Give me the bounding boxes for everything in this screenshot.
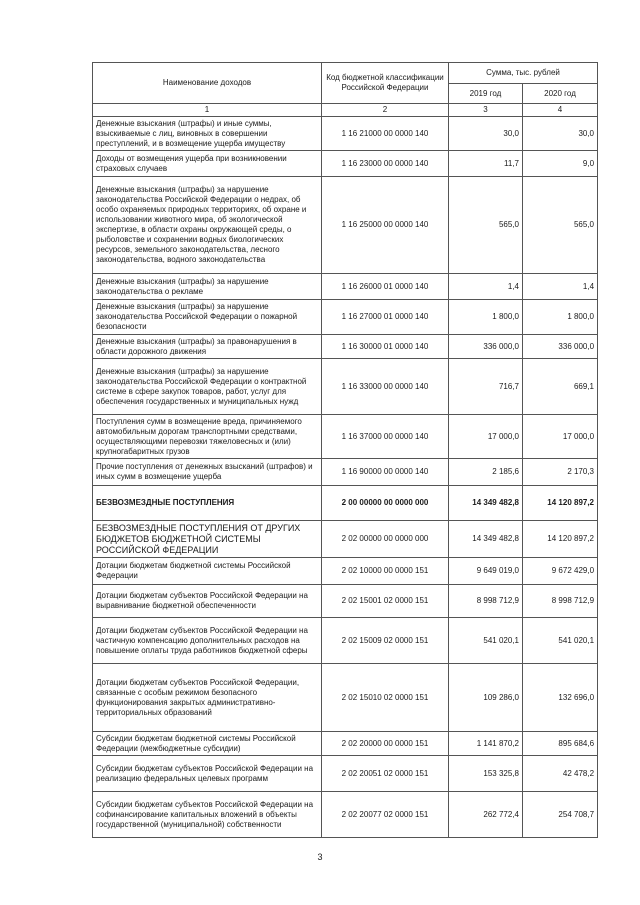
table-row xyxy=(93,521,598,558)
amount-2020: 8 998 712,9 xyxy=(523,585,598,618)
table-row xyxy=(93,585,598,618)
budget-code: 2 02 10000 00 0000 151 xyxy=(322,558,449,585)
column-number: 1 xyxy=(93,104,322,117)
amount-2020: 17 000,0 xyxy=(523,415,598,459)
header-code: Код бюджетной классификации Российской Федерации xyxy=(322,63,449,104)
amount-2019: 1 141 870,2 xyxy=(449,732,523,756)
table-row-total xyxy=(93,486,598,521)
income-name: Денежные взыскания (штрафы) за нарушение законодательства Российской Федерации о пожарной безопасности xyxy=(93,300,322,335)
amount-2020: 2 170,3 xyxy=(523,459,598,486)
amount-2020: 9,0 xyxy=(523,151,598,177)
column-number: 4 xyxy=(523,104,598,117)
budget-code: 2 02 20051 02 0000 151 xyxy=(322,756,449,792)
income-name: Дотации бюджетам субъектов Российской Федерации на частичную компенсацию дополнительных расходов на повышение оплаты труда работников бюджетной сферы xyxy=(93,618,322,664)
income-name: Поступления сумм в возмещение вреда, причиняемого автомобильным дорогам транспортными средствами, осуществляющими перевозки тяжеловесных и (или) крупногабаритных грузов xyxy=(93,415,322,459)
amount-2020: 1 800,0 xyxy=(523,300,598,335)
budget-code: 2 02 20077 02 0000 151 xyxy=(322,792,449,838)
amount-2019: 716,7 xyxy=(449,359,523,415)
budget-code: 1 16 27000 01 0000 140 xyxy=(322,300,449,335)
amount-2019: 17 000,0 xyxy=(449,415,523,459)
income-name: Дотации бюджетам субъектов Российской Федерации, связанные с особым режимом безопасного функционирования закрытых административно-территориальных образований xyxy=(93,664,322,732)
budget-code: 1 16 33000 00 0000 140 xyxy=(322,359,449,415)
table-row xyxy=(93,732,598,756)
table-row xyxy=(93,335,598,359)
amount-2020: 9 672 429,0 xyxy=(523,558,598,585)
income-name: Денежные взыскания (штрафы) за правонарушения в области дорожного движения xyxy=(93,335,322,359)
amount-2019: 8 998 712,9 xyxy=(449,585,523,618)
income-name: Денежные взыскания (штрафы) за нарушение законодательства о рекламе xyxy=(93,274,322,300)
amount-2019: 1,4 xyxy=(449,274,523,300)
budget-code: 2 02 15010 02 0000 151 xyxy=(322,664,449,732)
income-name: Денежные взыскания (штрафы) и иные суммы, взыскиваемые с лиц, виновных в совершении преступлений, и в возмещение ущерба имуществу xyxy=(93,117,322,151)
table-header-row xyxy=(93,63,598,84)
amount-2019: 9 649 019,0 xyxy=(449,558,523,585)
amount-2019: 30,0 xyxy=(449,117,523,151)
table-row xyxy=(93,151,598,177)
amount-2020: 565,0 xyxy=(523,177,598,274)
budget-code: 2 02 20000 00 0000 151 xyxy=(322,732,449,756)
budget-code: 1 16 37000 00 0000 140 xyxy=(322,415,449,459)
amount-2020: 254 708,7 xyxy=(523,792,598,838)
amount-2020: 895 684,6 xyxy=(523,732,598,756)
income-name: Доходы от возмещения ущерба при возникновении страховых случаев xyxy=(93,151,322,177)
budget-code: 2 02 15001 02 0000 151 xyxy=(322,585,449,618)
table-row xyxy=(93,117,598,151)
revenue-table xyxy=(92,62,598,838)
amount-2020: 132 696,0 xyxy=(523,664,598,732)
income-name: Дотации бюджетам субъектов Российской Федерации на выравнивание бюджетной обеспеченности xyxy=(93,585,322,618)
header-name: Наименование доходов xyxy=(93,63,322,104)
column-number: 2 xyxy=(322,104,449,117)
amount-2020: 669,1 xyxy=(523,359,598,415)
column-number-row xyxy=(93,104,598,117)
budget-code: 2 02 15009 02 0000 151 xyxy=(322,618,449,664)
budget-code: 1 16 26000 01 0000 140 xyxy=(322,274,449,300)
income-name: БЕЗВОЗМЕЗДНЫЕ ПОСТУПЛЕНИЯ ОТ ДРУГИХ БЮДЖЕТОВ БЮДЖЕТНОЙ СИСТЕМЫ РОССИЙСКОЙ ФЕДЕРАЦИИ xyxy=(93,521,322,558)
amount-2019: 1 800,0 xyxy=(449,300,523,335)
column-number: 3 xyxy=(449,104,523,117)
income-name: Субсидии бюджетам бюджетной системы Российской Федерации (межбюджетные субсидии) xyxy=(93,732,322,756)
amount-2019: 109 286,0 xyxy=(449,664,523,732)
budget-code: 1 16 90000 00 0000 140 xyxy=(322,459,449,486)
amount-2020: 30,0 xyxy=(523,117,598,151)
table-row xyxy=(93,459,598,486)
amount-2020: 42 478,2 xyxy=(523,756,598,792)
table-row xyxy=(93,177,598,274)
header-sum: Сумма, тыс. рублей xyxy=(449,63,598,84)
budget-code: 2 02 00000 00 0000 000 xyxy=(322,521,449,558)
income-name: Прочие поступления от денежных взысканий (штрафов) и иных сумм в возмещение ущерба xyxy=(93,459,322,486)
amount-2020: 14 120 897,2 xyxy=(523,486,598,521)
amount-2019: 336 000,0 xyxy=(449,335,523,359)
header-2020: 2020 год xyxy=(523,84,598,104)
income-name: Субсидии бюджетам субъектов Российской Федерации на реализацию федеральных целевых программ xyxy=(93,756,322,792)
income-name: Дотации бюджетам бюджетной системы Российской Федерации xyxy=(93,558,322,585)
table-row xyxy=(93,359,598,415)
table-row xyxy=(93,792,598,838)
income-name: Денежные взыскания (штрафы) за нарушение законодательства Российской Федерации о недрах, об особо охраняемых природных территориях, об охране и использовании животного мира, об экологической экспертизе, в области охраны окружающей среды, о рыболовстве и сохранении водных биологических ресурсов, земельного законодательства, лесного законодательства, водного законодательства xyxy=(93,177,322,274)
page-number: 3 xyxy=(317,852,323,862)
table-row xyxy=(93,274,598,300)
amount-2020: 541 020,1 xyxy=(523,618,598,664)
table-row xyxy=(93,300,598,335)
header-2019: 2019 год xyxy=(449,84,523,104)
budget-code: 1 16 25000 00 0000 140 xyxy=(322,177,449,274)
table-row xyxy=(93,558,598,585)
budget-code: 1 16 30000 01 0000 140 xyxy=(322,335,449,359)
amount-2019: 541 020,1 xyxy=(449,618,523,664)
amount-2019: 565,0 xyxy=(449,177,523,274)
table-row xyxy=(93,415,598,459)
amount-2019: 14 349 482,8 xyxy=(449,486,523,521)
table-row xyxy=(93,618,598,664)
income-name: БЕЗВОЗМЕЗДНЫЕ ПОСТУПЛЕНИЯ xyxy=(93,486,322,521)
amount-2019: 11,7 xyxy=(449,151,523,177)
amount-2019: 14 349 482,8 xyxy=(449,521,523,558)
income-name: Денежные взыскания (штрафы) за нарушение законодательства Российской Федерации о контрактной системе в сфере закупок товаров, работ, услуг для обеспечения государственных и муниципальных нужд xyxy=(93,359,322,415)
amount-2019: 2 185,6 xyxy=(449,459,523,486)
table-row xyxy=(93,756,598,792)
budget-code: 2 00 00000 00 0000 000 xyxy=(322,486,449,521)
amount-2019: 262 772,4 xyxy=(449,792,523,838)
amount-2020: 14 120 897,2 xyxy=(523,521,598,558)
income-name: Субсидии бюджетам субъектов Российской Федерации на софинансирование капитальных вложений в объекты государственной (муниципальной) собственности xyxy=(93,792,322,838)
budget-code: 1 16 23000 00 0000 140 xyxy=(322,151,449,177)
budget-code: 1 16 21000 00 0000 140 xyxy=(322,117,449,151)
table-row xyxy=(93,664,598,732)
amount-2020: 336 000,0 xyxy=(523,335,598,359)
amount-2019: 153 325,8 xyxy=(449,756,523,792)
amount-2020: 1,4 xyxy=(523,274,598,300)
